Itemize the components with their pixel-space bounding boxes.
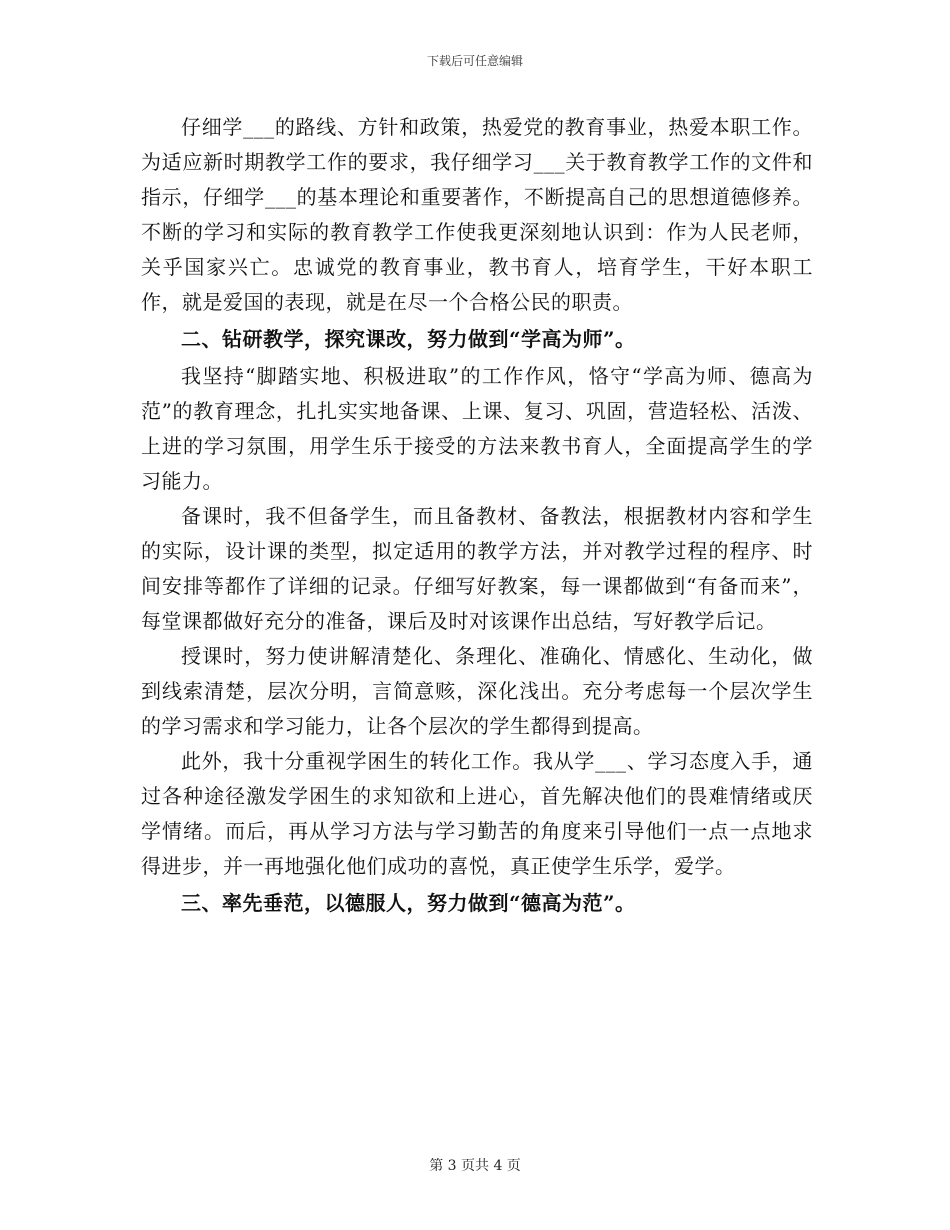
- page-footer: 第 3 页共 4 页: [429, 1158, 521, 1174]
- paragraph-2: 我坚持“脚踏实地、积极进取”的工作作风，恪守“学高为师、德高为范”的教育理念，扎扎实实地备课、上课、复习、巩固，营造轻松、活泼、上进的学习氛围，用学生乐于接受的方法来教书育人，全面提高学生的学习能力。: [141, 364, 813, 493]
- paragraph-3: 备课时，我不但备学生，而且备教材、备教法，根据教材内容和学生的实际，设计课的类型，拟定适用的教学方法，并对教学过程的程序、时间安排等都作了详细的记录。仔细写好教案，每一课都做到“有备而来”，每堂课都做好充分的准备，课后及时对该课作出总结，写好教学后记。: [141, 504, 813, 633]
- document-body: [141, 110, 813, 923]
- page-header: 下载后可任意编辑: [426, 54, 523, 68]
- paragraph-4: 授课时，努力使讲解清楚化、条理化、准确化、情感化、生动化，做到线索清楚，层次分明，言简意赅，深化浅出。充分考虑每一个层次学生的学习需求和学习能力，让各个层次的学生都得到提高。: [141, 644, 813, 738]
- section-heading-2: 二、钻研教学，探究课改，努力做到“学高为师”。: [181, 327, 636, 351]
- paragraph-1: 仔细学___的路线、方针和政策，热爱党的教育事业，热爱本职工作。为适应新时期教学工作的要求，我仔细学习___关于教育教学工作的文件和指示，仔细学___的基本理论和重要著作，不断提高自己的思想道德修养。不断的学习和实际的教育教学工作使我更深刻地认识到：作为人民老师，关乎国家兴亡。忠诚党的教育事业，教书育人，培育学生，干好本职工作，就是爱国的表现，就是在尽一个合格公民的职责。: [141, 115, 813, 314]
- section-heading-3: 三、率先垂范，以德服人，努力做到“德高为范”。: [181, 891, 636, 915]
- paragraph-5: 此外，我十分重视学困生的转化工作。我从学___、学习态度入手，通过各种途径激发学困生的求知欲和上进心，首先解决他们的畏难情绪或厌学情绪。而后，再从学习方法与学习勤苦的角度来引导他们一点一点地求得进步，并一再地强化他们成功的喜悦，真正使学生乐学，爱学。: [141, 749, 813, 878]
